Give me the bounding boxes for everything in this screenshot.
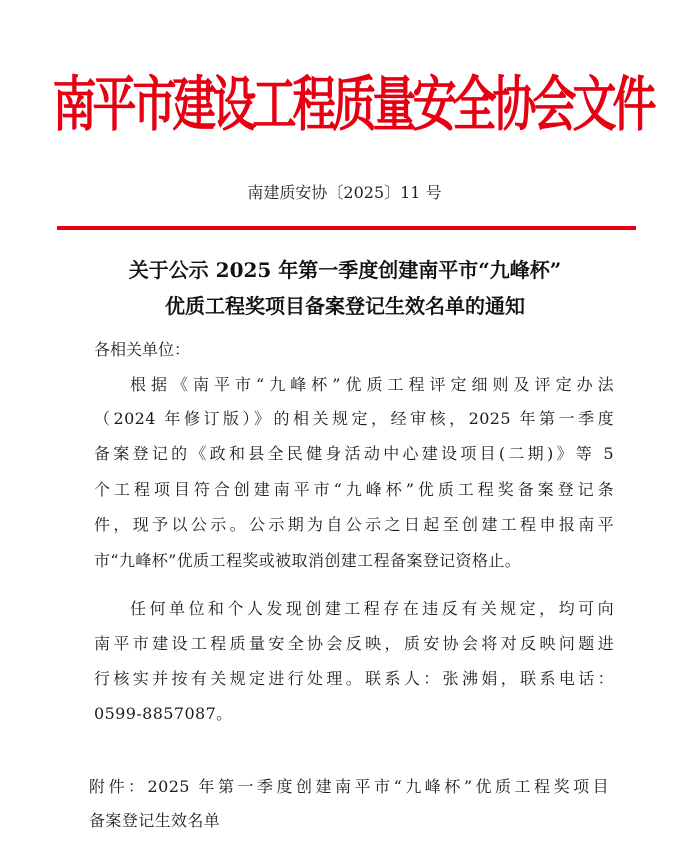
paragraph-line: 件，现予以公示。公示期为自公示之日起至创建工程申报南平 xyxy=(94,515,614,534)
attachment-line: 备案登记生效名单 xyxy=(89,811,221,830)
document-number: 南建质安协〔2025〕11 号 xyxy=(247,183,442,202)
red-divider xyxy=(57,226,636,230)
notice-title xyxy=(30,252,660,324)
salutation: 各相关单位： xyxy=(94,340,191,359)
paragraph-line: 根据《南平市“九峰杯”优质工程评定细则及评定办法 xyxy=(130,375,614,394)
paragraph-line: 市“九峰杯”优质工程奖或被取消创建工程备案登记资格止。 xyxy=(94,551,522,570)
notice-title-line: 关于公示 2025 年第一季度创建南平市“九峰杯” xyxy=(128,258,562,282)
paragraph-line: 备案登记的《政和县全民健身活动中心建设项目(二期)》等 5 xyxy=(94,444,614,463)
paragraph-line: 个工程项目符合创建南平市“九峰杯”优质工程奖备案登记条 xyxy=(94,480,614,499)
paragraph-line: 任何单位和个人发现创建工程存在违反有关规定，均可向 xyxy=(130,599,614,618)
contact-phone-line: 0599-8857087。 xyxy=(94,704,233,723)
paragraph-line: 南平市建设工程质量安全协会反映，质安协会将对反映问题进 xyxy=(94,634,614,653)
attachment-line: 附件：2025 年第一季度创建南平市“九峰杯”优质工程奖项目 xyxy=(89,777,609,796)
paragraph-line: 行核实并按有关规定进行处理。联系人：张沸娟，联系电话： xyxy=(94,669,614,688)
paragraph-line: （2024 年修订版）》的相关规定，经审核，2025 年第一季度 xyxy=(94,409,614,428)
notice-title-line: 优质工程奖项目备案登记生效名单的通知 xyxy=(165,294,525,318)
document-masthead: 南平市建设工程质量安全协会文件 xyxy=(52,70,653,140)
